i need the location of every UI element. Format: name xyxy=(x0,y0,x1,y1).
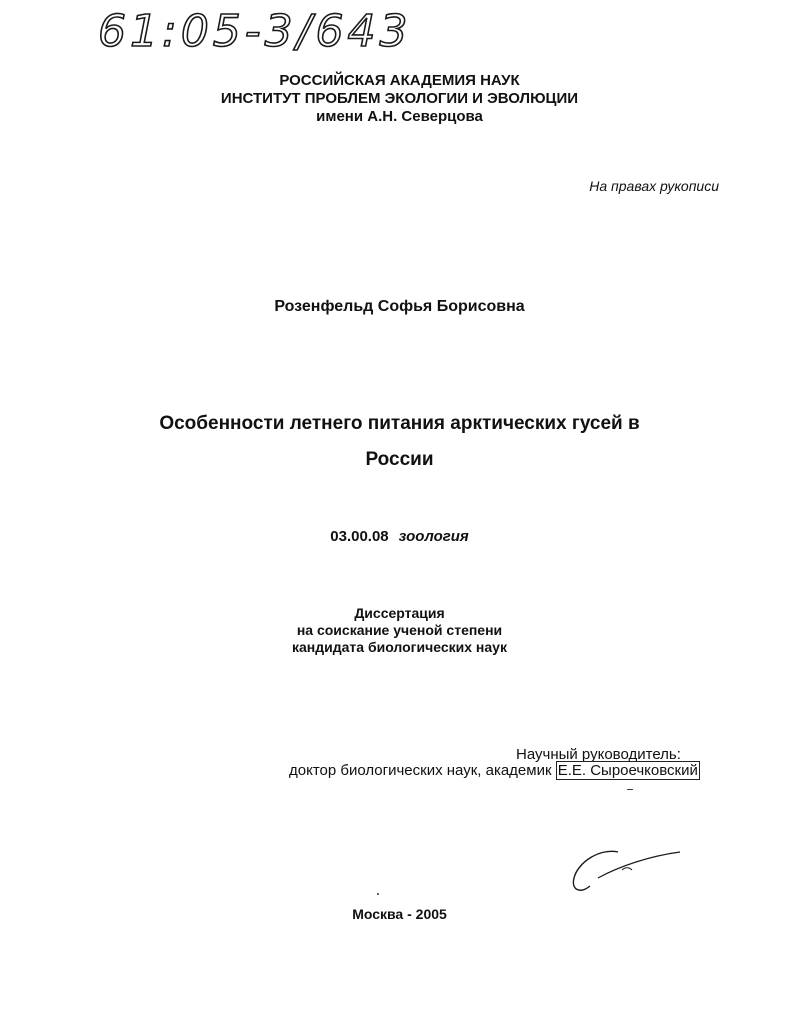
supervisor-name: Е.Е. Сыроечковский xyxy=(557,762,698,779)
thesis-title-line1: Особенности летнего питания арктических гусей в xyxy=(159,413,640,434)
signature-scribble xyxy=(560,840,690,900)
rights-note: На правах рукописи xyxy=(589,178,719,194)
author-name: Розенфельд Софья Борисовна xyxy=(274,298,525,315)
supervisor-label: Научный руководитель: xyxy=(516,746,681,763)
institute-named-after: имени А.Н. Северцова xyxy=(316,108,483,125)
dissertation-field-line: кандидата биологических наук xyxy=(292,639,507,655)
thesis-title-line2: России xyxy=(365,449,434,470)
specialty-line xyxy=(0,528,799,545)
specialty-code: 03.00.08 xyxy=(330,528,389,545)
dissertation-degree-line: на соискание ученой степени xyxy=(296,622,503,638)
scan-speck xyxy=(627,789,633,790)
supervisor-line xyxy=(289,762,700,779)
institute-name: ИНСТИТУТ ПРОБЛЕМ ЭКОЛОГИИ И ЭВОЛЮЦИИ xyxy=(220,90,579,107)
archive-mark-text: 61:05-3/643 xyxy=(98,6,412,57)
scan-speck xyxy=(377,893,379,895)
supervisor-degree: доктор биологических наук, академик xyxy=(289,762,552,779)
city-year: Москва - 2005 xyxy=(352,906,447,922)
handwritten-archive-mark xyxy=(96,0,446,60)
dissertation-label: Диссертация xyxy=(354,605,445,621)
specialty-name: зоология xyxy=(398,528,469,545)
academy-name: РОССИЙСКАЯ АКАДЕМИЯ НАУК xyxy=(279,72,520,89)
